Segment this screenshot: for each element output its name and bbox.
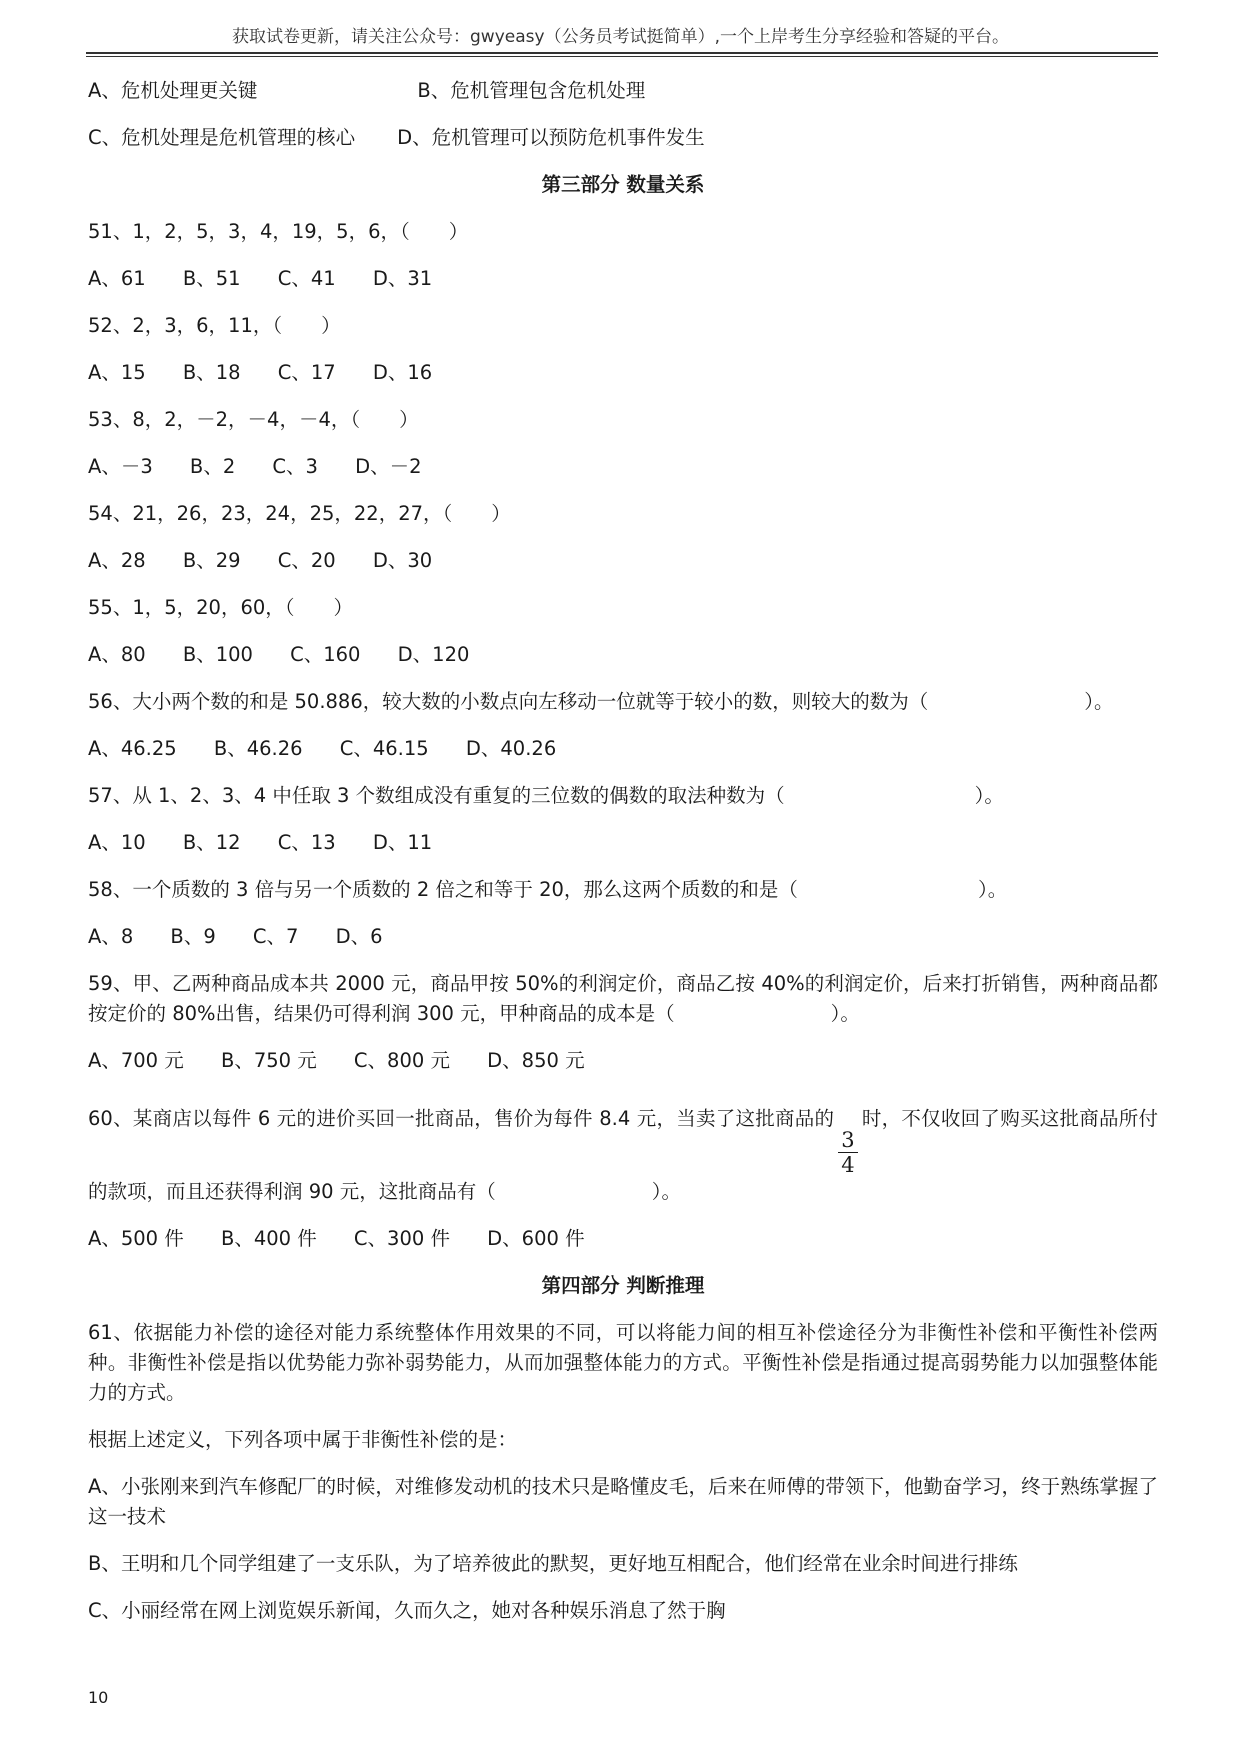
prev-options-row2 xyxy=(88,123,1158,153)
prev-options-row1 xyxy=(88,76,1158,106)
option-d: D、危机管理可以预防危机事件发生 xyxy=(397,126,705,149)
stem-text-end: ）。 xyxy=(977,878,1008,901)
question-stem xyxy=(88,1104,1158,1207)
page-number: 10 xyxy=(88,1688,109,1707)
question-stem xyxy=(88,781,1158,811)
option-a: A、小张刚来到汽车修配厂的时候，对维修发动机的技术只是略懂皮毛，后来在师傅的带领下，他勤奋学习，终于熟练掌握了这一技术 xyxy=(88,1475,1158,1528)
question-stem: 61、依据能力补偿的途径对能力系统整体作用效果的不同，可以将能力间的相互补偿途径分为非衡性补偿和平衡性补偿两种。非衡性补偿是指以优势能力弥补弱势能力，从而加强整体能力的方式。平衡性补偿是指通过提高弱势能力以加强整体能力的方式。 xyxy=(88,1321,1158,1404)
question-stem: 51、1，2，5，3，4，19，5，6，（ ） xyxy=(88,220,469,243)
question-options: A、46.25 B、46.26 C、46.15 D、40.26 xyxy=(88,737,557,760)
header-rule-thin xyxy=(86,56,1158,57)
section-title: 第三部分 数量关系 xyxy=(541,173,705,196)
question-prompt: 根据上述定义，下列各项中属于非衡性补偿的是： xyxy=(88,1428,518,1451)
question-options: A、61 B、51 C、41 D、31 xyxy=(88,267,433,290)
question-options: A、－3 B、2 C、3 D、－2 xyxy=(88,455,422,478)
option-c: C、小丽经常在网上浏览娱乐新闻，久而久之，她对各种娱乐消息了然于胸 xyxy=(88,1599,726,1622)
fraction xyxy=(838,1128,857,1177)
fraction-numerator: 3 xyxy=(838,1128,857,1153)
option-a: A、危机处理更关键 xyxy=(88,79,258,102)
section-title: 第四部分 判断推理 xyxy=(541,1274,705,1297)
header-rule xyxy=(86,52,1158,54)
question-stem: 55、1，5，20，60，（ ） xyxy=(88,596,354,619)
question-options: A、28 B、29 C、20 D、30 xyxy=(88,549,433,572)
stem-text: 57、从 1、2、3、4 中任取 3 个数组成没有重复的三位数的偶数的取法种数为（ xyxy=(88,784,785,807)
page-content xyxy=(88,76,1158,1643)
question-options: A、8 B、9 C、7 D、6 xyxy=(88,925,383,948)
question-stem: 59、甲、乙两种商品成本共 2000 元，商品甲按 50%的利润定价，商品乙按 40%的利润定价，后来打折销售，两种商品都按定价的 80%出售，结果仍可得利润 300 元，甲种商品的成本是（ ）。 xyxy=(88,972,1158,1025)
option-b: B、危机管理包含危机处理 xyxy=(417,79,646,102)
question-options: A、10 B、12 C、13 D、11 xyxy=(88,831,433,854)
page-header: 获取试卷更新，请关注公众号：gwyeasy（公务员考试挺简单）,一个上岸考生分享经验和答疑的平台。 xyxy=(232,27,1009,47)
stem-text: 60、某商店以每件 6 元的进价买回一批商品，售价为每件 8.4 元，当卖了这批商品的 xyxy=(88,1107,835,1130)
option-b: B、王明和几个同学组建了一支乐队，为了培养彼此的默契，更好地互相配合，他们经常在业余时间进行排练 xyxy=(88,1552,1018,1575)
question-options: A、700 元 B、750 元 C、800 元 D、850 元 xyxy=(88,1049,585,1072)
option-c: C、危机处理是危机管理的核心 xyxy=(88,126,356,149)
question-stem: 56、大小两个数的和是 50.886，较大数的小数点向左移动一位就等于较小的数，则较大的数为（ ）。 xyxy=(88,690,1114,713)
question-stem: 52、2，3，6，11，（ ） xyxy=(88,314,341,337)
stem-text-end: ）。 xyxy=(974,784,1004,807)
question-options: A、80 B、100 C、160 D、120 xyxy=(88,643,470,666)
fraction-denominator: 4 xyxy=(841,1153,855,1177)
stem-text: 58、一个质数的 3 倍与另一个质数的 2 倍之和等于 20，那么这两个质数的和是（ xyxy=(88,878,798,901)
question-options: A、15 B、18 C、17 D、16 xyxy=(88,361,433,384)
stem-text-cont: 时，不仅收回了购买这批商品所付的款项，而且还获得利润 90 元，这批商品有（ ）。 xyxy=(88,1107,1158,1203)
question-options: A、500 件 B、400 件 C、300 件 D、600 件 xyxy=(88,1227,585,1250)
question-stem: 53、8，2，－2，－4，－4，（ ） xyxy=(88,408,419,431)
question-stem xyxy=(88,875,1158,905)
question-stem: 54、21，26，23，24，25，22，27，（ ） xyxy=(88,502,511,525)
